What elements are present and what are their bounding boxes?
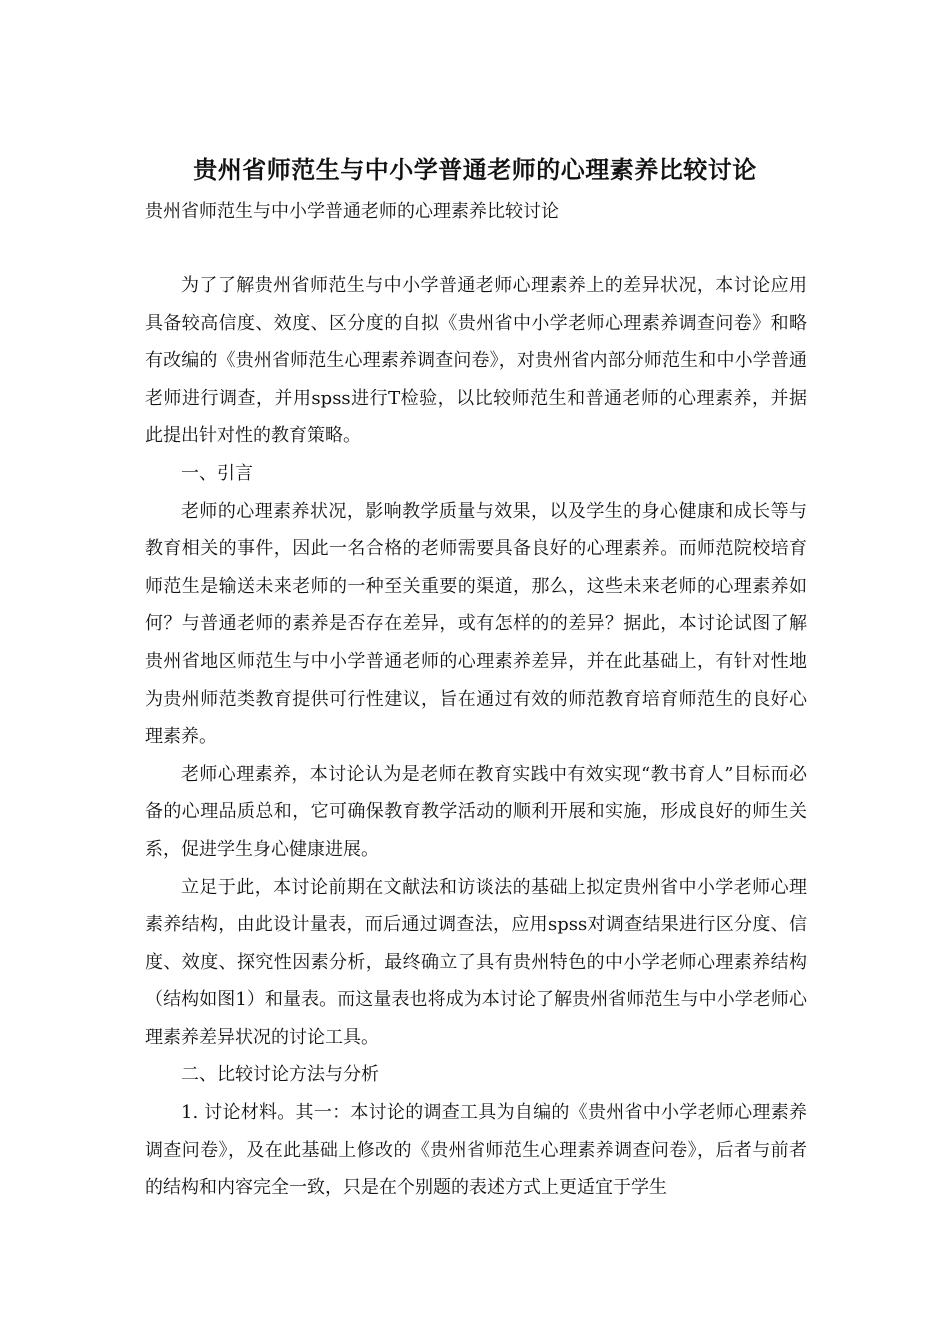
- abstract-paragraph: 为了了解贵州省师范生与中小学普通老师心理素养上的差异状况，本讨论应用具备较高信度、效度、区分度的自拟《贵州省中小学老师心理素养调查问卷》和略有改编的《贵州省师范生心理素养调查问卷》，对贵州省内部分师范生和中小学普通老师进行调查，并用spss进行T检验，以比较师范生和普通老师的心理素养，并据此提出针对性的教育策略。: [145, 275, 807, 447]
- body-paragraph: 1. 讨论材料。其一：本讨论的调查工具为自编的《贵州省中小学老师心理素养调查问卷》，及在此基础上修改的《贵州省师范生心理素养调查问卷》，后者与前者的结构和内容完全一致，只是在个别题的表述方式上更适宜于学生: [145, 1102, 807, 1199]
- body-paragraph: 立足于此，本讨论前期在文献法和访谈法的基础上拟定贵州省中小学老师心理素养结构，由此设计量表，而后通过调查法，应用spss对调查结果进行区分度、信度、效度、探究性因素分析，最终确立了具有贵州特色的中小学老师心理素养结构（结构如图1）和量表。而这量表也将成为本讨论了解贵州省师范生与中小学老师心理素养差异状况的讨论工具。: [145, 876, 807, 1048]
- document-body: [145, 267, 807, 1207]
- body-paragraph: 老师心理素养，本讨论认为是老师在教育实践中有效实现“教书育人”目标而必备的心理品质总和，它可确保教育教学活动的顺利开展和实施，形成良好的师生关系，促进学生身心健康进展。: [145, 763, 807, 860]
- document-subtitle: 贵州省师范生与中小学普通老师的心理素养比较讨论: [145, 201, 559, 222]
- section-heading-methods: 二、比较讨论方法与分析: [181, 1064, 379, 1086]
- document-title: 贵州省师范生与中小学普通老师的心理素养比较讨论: [193, 155, 757, 184]
- body-paragraph: 老师的心理素养状况，影响教学质量与效果，以及学生的身心健康和成长等与教育相关的事件，因此一名合格的老师需要具备良好的心理素养。而师范院校培育师范生是输送未来老师的一种至关重要的渠道，那么，这些未来老师的心理素养如何？与普通老师的素养是否存在差异，或有怎样的的差异？据此，本讨论试图了解贵州省地区师范生与中小学普通老师的心理素养差异，并在此基础上，有针对性地为贵州师范类教育提供可行性建议，旨在通过有效的师范教育培育师范生的良好心理素养。: [145, 500, 807, 748]
- section-heading-introduction: 一、引言: [181, 462, 253, 484]
